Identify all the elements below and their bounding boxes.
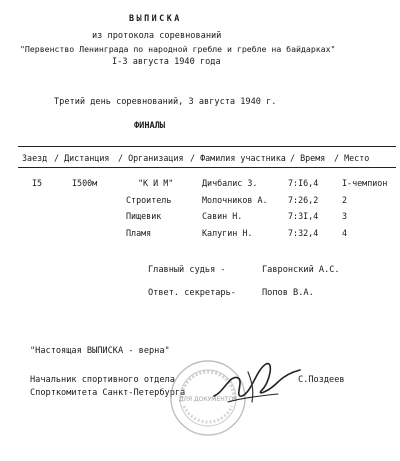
cell-time: 7:I6,4	[288, 178, 319, 188]
header-participant: / Фамилия участника	[190, 153, 286, 163]
chief-judge-role: Главный судья -	[148, 265, 226, 275]
certification-line: "Настоящая ВЫПИСКА - верна"	[30, 346, 170, 356]
cell-name: Молочников А.	[202, 195, 268, 205]
cell-place: 2	[342, 195, 348, 205]
signer-name: С.Поздеев	[298, 375, 345, 385]
cell-time: 7:3I,4	[288, 211, 319, 221]
cell-place: 4	[342, 228, 348, 238]
chief-judge-name: Гавронский А.С.	[262, 265, 340, 275]
event-name: "Первенство Ленинграда по народной гребле и гребле на байдарках"	[20, 44, 336, 54]
table-top-rule	[18, 146, 396, 147]
header-organization: / Организация	[118, 153, 184, 163]
header-place: / Место	[334, 153, 370, 163]
cell-time: 7:32,4	[288, 228, 319, 238]
handwritten-signature	[208, 352, 304, 412]
event-dates: I-3 августа 1940 года	[112, 57, 221, 67]
document-title: ВЫПИСКА	[129, 13, 182, 23]
cell-place: 3	[342, 211, 348, 221]
signer-title-line-1: Начальник спортивного отдела	[30, 375, 175, 385]
cell-org: Пищевик	[126, 211, 162, 221]
cell-place: I-чемпион	[342, 178, 388, 188]
svg-text:ДЛЯ ДОКУМЕНТОВ: ДЛЯ ДОКУМЕНТОВ	[178, 396, 238, 403]
document-subtitle: из протокола соревнований	[92, 31, 222, 41]
header-time: / Время	[290, 153, 326, 163]
header-distance: / Дистанция	[54, 153, 110, 163]
cell-name: Дичбалис З.	[202, 178, 258, 188]
section-title: ФИНАЛЫ	[134, 121, 166, 131]
cell-org: "К И М"	[138, 178, 174, 188]
secretary-role: Ответ. секретарь-	[148, 288, 236, 298]
cell-name: Калугин Н.	[202, 228, 253, 238]
cell-time: 7:26,2	[288, 195, 319, 205]
cell-name: Савин Н.	[202, 211, 243, 221]
cell-org: Пламя	[126, 228, 152, 238]
cell-heat: I5	[32, 178, 43, 188]
cell-distance: I500м	[72, 178, 98, 188]
header-heat: Заезд	[22, 153, 48, 163]
table-header-rule	[18, 167, 396, 168]
cell-org: Строитель	[126, 195, 172, 205]
secretary-name: Попов В.А.	[262, 288, 314, 298]
signer-title-line-2: Спорткомитета Санкт-Петербурга	[30, 388, 186, 398]
day-line: Третий день соревнований, 3 августа 1940 г.	[54, 97, 277, 107]
